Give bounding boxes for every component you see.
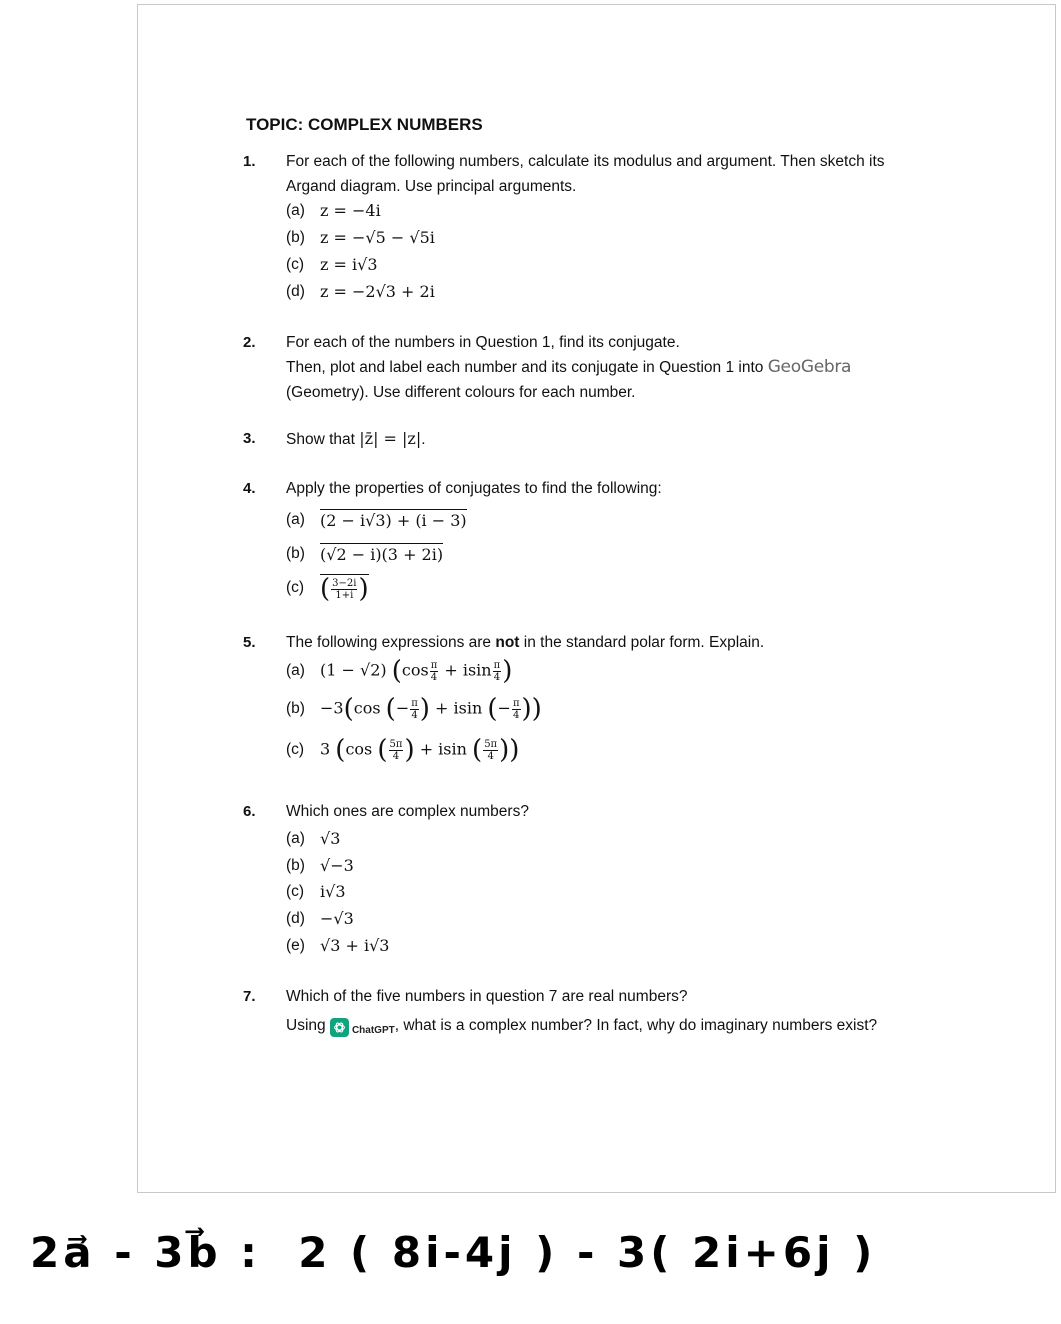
- question-5-number: 5.: [243, 634, 256, 651]
- denominator: 4: [430, 671, 438, 683]
- math-expression: z = i√3: [320, 255, 378, 274]
- q7-using: Using: [286, 1017, 326, 1034]
- math-expression: z = −4i: [320, 201, 381, 220]
- math-expression: (1 − √2) (cos $\frac{\pi}{4}$ + isin $\frac{\pi}{4}$ ): [320, 656, 513, 686]
- numerator: π: [430, 659, 438, 671]
- question-6-text: Which ones are complex numbers?: [286, 803, 529, 820]
- item-label: (c): [286, 741, 305, 758]
- denominator: 4: [411, 709, 418, 721]
- q7-line-1: Which of the five numbers in question 7 are real numbers?: [286, 988, 688, 1005]
- item-label: (e): [286, 936, 305, 954]
- openai-icon: [330, 1018, 349, 1037]
- item-label: (b): [286, 544, 305, 562]
- minus: −: [395, 698, 410, 718]
- item-label: (b): [286, 700, 305, 717]
- math-expression: ( $\frac{3-2i}{1+i}$ ): [320, 574, 369, 604]
- question-2-number: 2.: [243, 334, 256, 351]
- numerator: 5π: [484, 738, 498, 750]
- question-5-text: [286, 630, 764, 655]
- question-3-number: 3.: [243, 430, 256, 447]
- q2-line-3: (Geometry). Use different colours for each number.: [286, 384, 636, 401]
- denominator: 4: [392, 750, 400, 762]
- math-expression: z = −2√3 + 2i: [320, 282, 435, 301]
- q2-line-1: For each of the numbers in Question 1, find its conjugate.: [286, 334, 680, 351]
- q1-item-c: [286, 255, 378, 274]
- q3-period: .: [421, 431, 426, 448]
- question-6-number: 6.: [243, 803, 256, 820]
- q7-line-2-text: , what is a complex number? In fact, why do imaginary numbers exist?: [394, 1017, 878, 1034]
- q5-item-b: [286, 696, 542, 722]
- minus: −: [497, 698, 511, 718]
- denominator: 1+i: [335, 589, 354, 601]
- math-expression: −√3: [320, 909, 354, 928]
- handwritten-note: 2a⃗ - 3b⃗ : 2 ( 8i-4j ) - 3( 2i+6j ): [30, 1228, 877, 1277]
- question-1-number: 1.: [243, 153, 256, 170]
- item-label: (a): [286, 510, 305, 528]
- isin: + isin: [435, 698, 483, 718]
- denominator: 4: [513, 709, 520, 721]
- q1-item-a: [286, 201, 381, 220]
- q5-text: The following expressions are: [286, 634, 496, 651]
- cos: cos: [401, 660, 429, 680]
- denominator: 4: [493, 671, 501, 683]
- isin: + isin: [419, 739, 467, 759]
- q2-line-2: [286, 355, 851, 380]
- page-title: TOPIC: COMPLEX NUMBERS: [246, 115, 483, 134]
- question-2-text: [286, 330, 851, 405]
- item-label: (a): [286, 829, 305, 847]
- math-expression: i√3: [320, 882, 346, 901]
- numerator: 5π: [389, 738, 403, 750]
- numerator: π: [512, 697, 520, 709]
- coefficient: −3: [320, 698, 344, 718]
- q6-item-c: [286, 882, 346, 901]
- q3-text: Show that: [286, 431, 355, 448]
- question-4-number: 4.: [243, 480, 256, 497]
- question-7-number: 7.: [243, 988, 256, 1005]
- q6-item-d: [286, 909, 354, 928]
- math-expression: |z̄| = |z|: [359, 429, 422, 448]
- math-expression: z = −√5 − √5i: [320, 228, 435, 247]
- question-7-text: [286, 984, 877, 1043]
- q1-item-d: [286, 282, 435, 301]
- math-expression: (√2 − i)(3 + 2i): [320, 545, 444, 564]
- item-label: (c): [286, 255, 305, 273]
- item-label: (b): [286, 228, 305, 246]
- coefficient: (1 − √2): [320, 660, 387, 680]
- q4-item-b: [286, 543, 443, 564]
- q5-item-a: [286, 658, 512, 684]
- isin: + isin: [444, 660, 492, 680]
- question-4-text: Apply the properties of conjugates to find the following:: [286, 480, 662, 497]
- q7-line-2: [286, 1013, 877, 1043]
- item-label: (a): [286, 662, 305, 679]
- chatgpt-logo: [330, 1018, 395, 1043]
- item-label: (c): [286, 882, 305, 900]
- q5-item-c: [286, 737, 519, 763]
- item-label: (c): [286, 579, 305, 596]
- q6-item-b: [286, 856, 354, 875]
- question-3-text: [286, 426, 426, 452]
- q5-text-end: in the standard polar form. Explain.: [519, 634, 765, 651]
- math-expression: (2 − i√3) + (i − 3): [320, 511, 467, 530]
- item-label: (b): [286, 856, 305, 874]
- item-label: (d): [286, 909, 305, 927]
- coefficient: 3: [320, 739, 331, 759]
- q6-item-e: [286, 936, 389, 955]
- cos: cos: [353, 698, 381, 718]
- q1-line-1: For each of the following numbers, calculate its modulus and argument. Then sketch its: [286, 153, 885, 170]
- math-expression: −3(cos (− $\frac{\pi}{4}$ ) + isin (− $\frac{\pi}{4}$ )): [320, 694, 542, 724]
- item-label: (d): [286, 282, 305, 300]
- math-expression: 3 (cos ( $\frac{5\pi}{4}$ ) + isin ( $\frac{5\pi}{4}$ )): [320, 735, 520, 765]
- numerator: π: [411, 697, 418, 709]
- item-label: (a): [286, 201, 305, 219]
- q6-item-a: [286, 829, 340, 848]
- q5-bold-not: not: [495, 634, 520, 651]
- q4-item-c: [286, 574, 369, 602]
- q4-item-a: [286, 509, 467, 530]
- numerator: π: [493, 659, 501, 671]
- denominator: 4: [487, 750, 494, 762]
- q1-item-b: [286, 228, 435, 247]
- cos: cos: [345, 739, 373, 759]
- math-expression: √−3: [320, 856, 354, 875]
- question-1-text: [286, 149, 885, 199]
- geogebra-logo: GeoGebra: [767, 357, 852, 377]
- chatgpt-wordmark: ChatGPT: [351, 1025, 395, 1036]
- math-expression: √3: [320, 829, 341, 848]
- numerator: 3−2i: [332, 577, 357, 589]
- q2-line-2-text: Then, plot and label each number and its conjugate in Question 1 into: [286, 359, 764, 376]
- math-expression: √3 + i√3: [320, 936, 390, 955]
- q1-line-2: Argand diagram. Use principal arguments.: [286, 178, 577, 195]
